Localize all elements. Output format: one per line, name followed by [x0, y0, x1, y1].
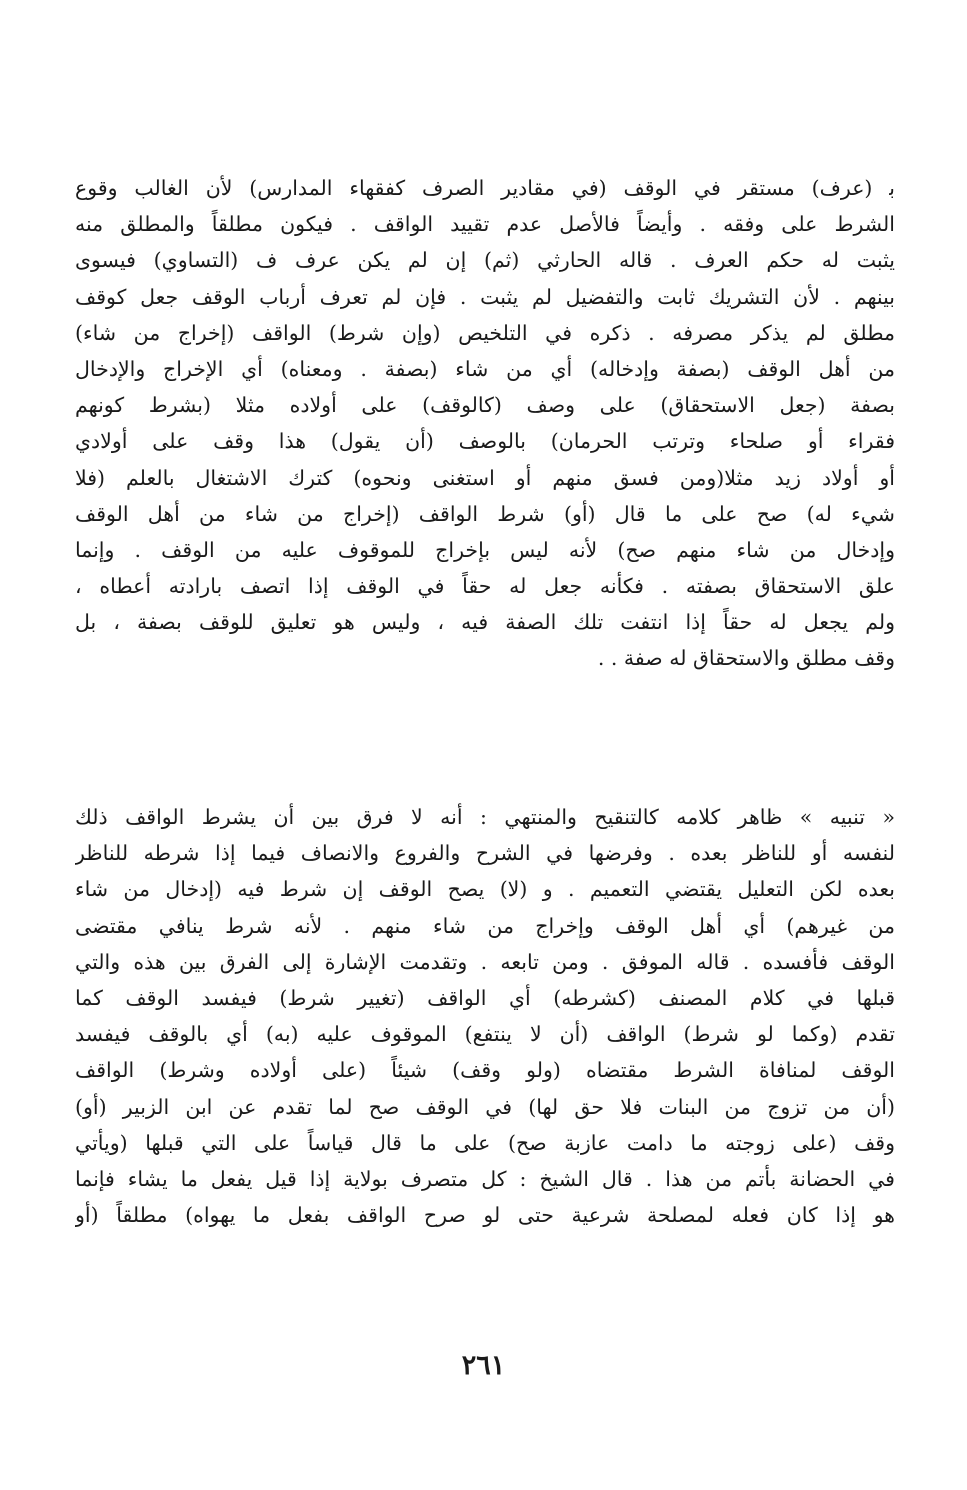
text-line: وقف مطلق والاستحقاق له صفة . .: [597, 646, 895, 671]
text-line: مطلق لم يذكر مصرفه . ذكره في التلخيص (وإن شرط) الواقف (إخراج من شاء): [75, 320, 895, 345]
text-line: وقف (على زوجته ما دامت عازبة صح) على ما قال قياساً على التي قبلها (ويأتي: [75, 1130, 895, 1155]
paragraph-2: [75, 799, 895, 1233]
text-line: بعده لكن التعليل يقتضي التعميم . و (لا) يصح الوقف إن شرط فيه (إدخال من شاء: [75, 877, 895, 902]
paragraph-1: [75, 170, 895, 677]
text-line: قبلها في كلام المصنف (كشرطه) أي الواقف (تغيير شرط) فيفسد الوقف كما: [75, 985, 895, 1010]
text-line: الوقف فأفسده . قاله الموفق . ومن تابعه . وتقدمت الإشارة إلى الفرق بين هذه والتي: [75, 949, 895, 974]
text-line: (أن من تزوج من البنات فلا حق لها) في الوقف صح لما تقدم عن ابن الزبير (أو): [75, 1094, 895, 1119]
text-line: في الحضانة بأتم من هذا . قال الشيخ : كل متصرف بولاية إذا قيل يفعل ما يشاء فإنما: [75, 1166, 895, 1191]
text-line: بينهم . لأن التشريك ثابت والتفضيل لم يثبت . فإن لم تعرف أرباب الوقف جعل كوقف: [75, 284, 895, 309]
text-line: تقدم (وكما لو شرط) الواقف (أن لا ينتفع) الموقوف عليه (به) أي بالوقف فيفسد: [75, 1022, 895, 1047]
text-line: بصفة (جعل الاستحقاق) على وصف (كالوقف) على أولاده مثلا (بشرط كونهم: [75, 393, 895, 418]
text-line: من غيرهم) أي أهل الوقف وإخراج من شاء منهم . لأنه شرط ينافي مقتضى: [75, 913, 895, 938]
text-line: ولم يجعل له حقاً إذا انتفت تلك الصفة فيه ، وليس هو تعليق للوقف بصفة ، بل: [75, 610, 895, 635]
page-number: ٢٦١: [461, 1350, 506, 1381]
text-line: الوقف لمنافاة الشرط مقتضاه (ولو وقف) شيئاً (على أولاده وشرط) الواقف: [75, 1058, 895, 1083]
text-line: هو إذا كان فعله لمصلحة شرعية حتى لو صرح الواقف بفعل ما يهواه) مطلقاً (أو: [75, 1203, 895, 1228]
text-line: وإدخال من شاء منهم صح) لأنه ليس بإخراج للموقوف عليه من الوقف . وإنما: [75, 537, 895, 562]
text-line: الشرط على وفقه . وأيضاً فالأصل عدم تقييد الواقف . فيكون مطلقاً والمطلق منه: [75, 212, 895, 237]
text-line: فقراء أو صلحاء وترتب الحرمان) بالوصف (أن يقول) هذا وقف على أولادي: [75, 429, 895, 454]
text-line: علق الاستحقاق بصفته . فكأنه جعل له حقاً في الوقف إذا اتصف بارادته أعطاه ،: [75, 574, 895, 599]
text-line: ﺑ (عرف) مستقر في الوقف (في مقادير الصرف كفقهاء المدارس) لأن الغالب وقوع: [75, 176, 895, 200]
text-line: لنفسه أو للناظر بعده . وفرضها في الشرح والفروع والانصاف فيما إذا شرطه للناظر: [75, 841, 895, 866]
text-line: « تنبيه » ظاهر كلامه كالتنقيح والمنتهي : أنه لا فرق بين أن يشرط الواقف ذلك: [75, 805, 895, 829]
text-line: من أهل الوقف (بصفة وإدخاله) أي من شاء (بصفة . ومعناه) أي الإخراج والإدخال: [75, 356, 895, 381]
text-line: شيء له) صح على ما قال (أو) شرط الواقف (إخراج من شاء من أهل الوقف: [75, 501, 895, 526]
text-line: يثبت له حكم العرف . قاله الحارثي (ثم) إن لم يكن عرف ف (التساوي) فيسوى: [75, 248, 895, 273]
text-line: أو أولاد زيد مثلا(ومن فسق منهم أو استغنى ونحوه) كترك الاشتغال بالعلم (فلا: [75, 465, 895, 490]
